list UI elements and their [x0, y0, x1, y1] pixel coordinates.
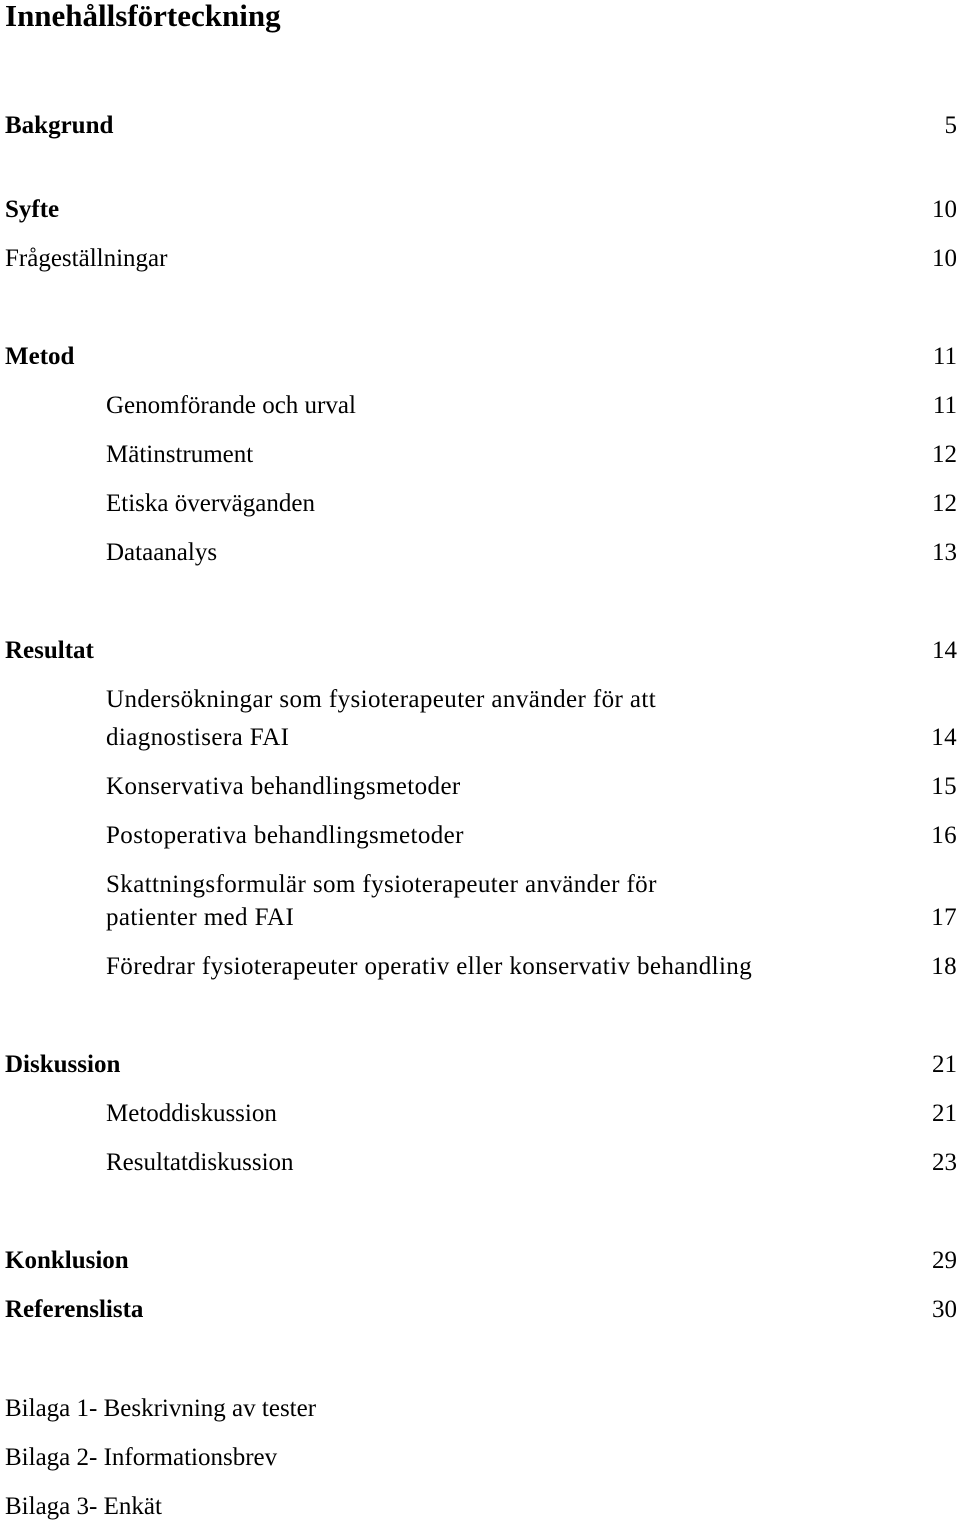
toc-entry-label: Bilaga 1- Beskrivning av tester [5, 1395, 317, 1422]
toc-entry-label: Bilaga 3- Enkät [5, 1493, 162, 1520]
toc-entry-label: Undersökningar som fysioterapeuter använder för att [106, 686, 657, 713]
toc-entry-page: 11 [932, 343, 957, 370]
toc-entry-syfte[interactable] [0, 195, 960, 225]
toc-entry-label: diagnostisera FAI [106, 724, 290, 751]
toc-entry-page: 11 [932, 392, 957, 419]
toc-entry-page: 10 [932, 245, 957, 272]
toc-entry-resultat[interactable] [0, 636, 960, 666]
toc-entry-etiska[interactable] [0, 489, 960, 519]
page-title: Innehållsförteckning [5, 0, 281, 33]
toc-entry-bilaga-3[interactable] [0, 1492, 960, 1522]
toc-entry-label: Metod [5, 343, 75, 370]
toc-entry-skattningsformular-line1[interactable] [0, 870, 960, 900]
toc-entry-page: 21 [932, 1051, 957, 1078]
toc-entry-label: Föredrar fysioterapeuter operativ eller konservativ behandling [106, 953, 753, 980]
toc-entry-label: Skattningsformulär som fysioterapeuter använder för [106, 871, 657, 898]
toc-entry-label: Metoddiskussion [106, 1100, 277, 1127]
toc-entry-label: Resultatdiskussion [106, 1149, 294, 1176]
toc-entry-label: Syfte [5, 196, 60, 223]
toc-entry-genomforande[interactable] [0, 391, 960, 421]
toc-entry-metod[interactable] [0, 342, 960, 372]
toc-entry-bakgrund[interactable] [0, 111, 960, 141]
toc-entry-resultatdiskussion[interactable] [0, 1148, 960, 1178]
toc-entry-page: 16 [931, 822, 957, 849]
toc-entry-label: Etiska överväganden [106, 490, 315, 517]
toc-entry-bilaga-1[interactable] [0, 1394, 960, 1424]
toc-entry-label: Konservativa behandlingsmetoder [106, 773, 461, 800]
toc-entry-skattningsformular-line2[interactable] [0, 903, 960, 933]
toc-entry-page: 29 [932, 1247, 957, 1274]
toc-entry-label: Genomförande och urval [106, 392, 356, 419]
toc-entry-label: Dataanalys [106, 539, 218, 566]
toc-entry-label: Mätinstrument [106, 441, 254, 468]
toc-entry-label: Konklusion [5, 1247, 129, 1274]
toc-entry-foredrar[interactable] [0, 952, 960, 982]
toc-entry-label: Diskussion [5, 1051, 121, 1078]
toc-entry-matinstrument[interactable] [0, 440, 960, 470]
toc-entry-label: Bakgrund [5, 112, 114, 139]
toc-entry-page: 23 [932, 1149, 957, 1176]
toc-entry-label: Resultat [5, 637, 94, 664]
toc-entry-undersokningar-line1[interactable] [0, 685, 960, 715]
toc-entry-konklusion[interactable] [0, 1246, 960, 1276]
toc-entry-dataanalys[interactable] [0, 538, 960, 568]
toc-entry-page: 17 [931, 904, 957, 931]
toc-entry-page: 18 [931, 953, 957, 980]
toc-entry-metoddiskussion[interactable] [0, 1099, 960, 1129]
toc-entry-label: Bilaga 2- Informationsbrev [5, 1444, 278, 1471]
toc-entry-fragestallningar[interactable] [0, 244, 960, 274]
toc-entry-page: 12 [932, 490, 957, 517]
toc-entry-postoperativa[interactable] [0, 821, 960, 851]
toc-entry-label: Frågeställningar [5, 245, 168, 272]
toc-entry-page: 13 [932, 539, 957, 566]
toc-entry-label: Referenslista [5, 1296, 144, 1323]
toc-entry-page: 21 [932, 1100, 957, 1127]
toc-entry-referenslista[interactable] [0, 1295, 960, 1325]
toc-entry-page: 10 [932, 196, 957, 223]
toc-entry-page: 12 [932, 441, 957, 468]
toc-entry-page: 14 [932, 637, 957, 664]
toc-entry-konservativa[interactable] [0, 772, 960, 802]
toc-entry-bilaga-2[interactable] [0, 1443, 960, 1473]
toc-entry-label: patienter med FAI [106, 904, 295, 931]
toc-entry-undersokningar-line2[interactable] [0, 723, 960, 753]
toc-entry-label: Postoperativa behandlingsmetoder [106, 822, 464, 849]
toc-entry-page: 14 [931, 724, 957, 751]
toc-entry-page: 30 [932, 1296, 957, 1323]
toc-entry-page: 15 [931, 773, 957, 800]
toc-entry-diskussion[interactable] [0, 1050, 960, 1080]
toc-entry-page: 5 [944, 112, 957, 139]
